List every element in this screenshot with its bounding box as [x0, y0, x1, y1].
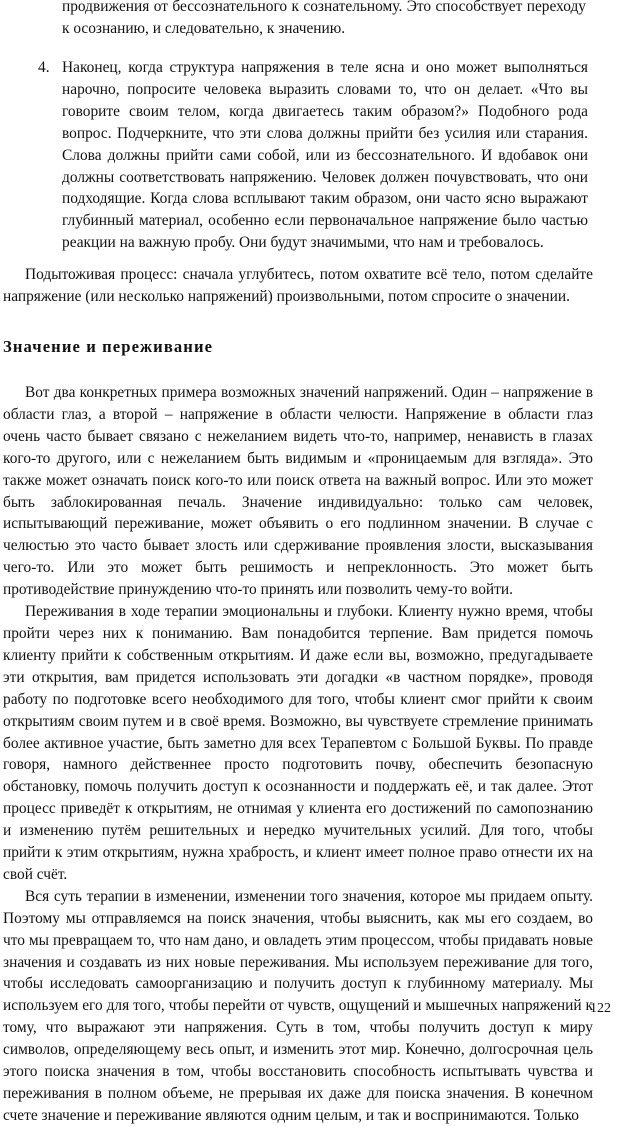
body-paragraph: Вот два конкретных примера возможных значений напряжений. Один – напряжение в области глаз, а второй – напряжение в области челюсти. Напряжение в области глаз очень часто бывает связано с нежеланием видеть что-то, например, ненависть в глазах кого-то другого, или с нежеланием быть видимым и «проницаемым для взгляда». Это также может означать поиск кого-то или поиск ответа на важный вопрос. Или это может быть заблокированная печаль. Значение индивидуально: только сам человек, испытывающий переживание, может объявить о его подлинном значении. В случае с челюстью это часто бывает злость или сдерживание проявления злости, высказывания чего-то. Или это может быть решимость и непреклонность. Это может быть противодействие принуждению что-то принять или позволить чему-то войти.	[3, 384, 593, 599]
list-item-text: Наконец, когда структура напряжения в теле ясна и оно может выполняться нарочно, попросите человека выразить словами то, что он делает. «Что вы говорите своим телом, когда двигаетесь таким образом?» Подобного рода вопрос. Подчеркните, что эти слова должны прийти без усилия или старания. Слова должны прийти сами собой, или из бессознательного. И вдобавок они должны соответствовать напряжению. Человек должен почувствовать, что они подходящие. Когда слова всплывают таким образом, они часто ясно выражают глубинный материал, особенно если первоначальное напряжение было частью реакции на важную пробу. Они будут значимыми, что нам и требовалось.	[62, 59, 588, 252]
page-number: 122	[590, 1001, 611, 1016]
list-item-4	[38, 57, 588, 254]
list-item-number: 4.	[38, 59, 50, 76]
section-body	[3, 382, 593, 1127]
continuation-text: продвижения от бессознательного к сознательному. Это способствует переходу к осознанию, и следовательно, к значению.	[62, 0, 586, 37]
summary-paragraph: Подытоживая процесс: сначала углубитесь, потом охватите всё тело, потом сделайте напряжение (или несколько напряжений) произвольными, потом спросите о значении.	[3, 266, 593, 305]
body-paragraph: Переживания в ходе терапии эмоциональны и глубоки. Клиенту нужно время, чтобы пройти через них к пониманию. Вам понадобится терпение. Вам придется помочь клиенту прийти к собственным открытиям. И даже если вы, возможно, предугадываете эти открытия, вам придется использовать эти догадки «в частном порядке», проводя работу по подготовке всего необходимого для того, чтобы клиент смог прийти к своим открытиям своим путем и в своё время. Возможно, вы чувствуете стремление принимать более активное участие, быть заметно для всех Терапевтом с Большой Буквы. По правде говоря, намного действеннее просто подготовить почву, обеспечить безопасную обстановку, помочь получить доступ к осознанности и поддержать её, и так далее. Этот процесс приведёт к открытиям, не отнимая у клиента его достижений по самопознанию и изменению путём решительных и нередко мучительных усилий. Для того, чтобы прийти к этим открытиям, нужна храбрость, и клиент имеет полное право отнести их на свой счёт.	[3, 603, 593, 883]
section-heading: Значение и переживание	[3, 337, 214, 356]
body-paragraph: Вся суть терапии в изменении, изменении того значения, которое мы придаем опыту. Поэтому мы отправляемся на поиск значения, чтобы выяснить, как мы его создаем, во что мы превращаем то, что нам дано, и овладеть этим процессом, чтобы придавать новые значения и создавать из них новые переживания. Мы используем переживание для того, чтобы исследовать самоорганизацию и получить доступ к глубинному материалу. Мы используем его для того, чтобы перейти от чувств, ощущений и мышечных напряжений к тому, что выражают эти напряжения. Суть в том, чтобы получить доступ к миру символов, определяющему весь опыт, и изменить этот мир. Конечно, долгосрочная цель этого поиска значения в том, чтобы восстановить способность испытывать чувства и переживания в полном объеме, не прерывая их даже для поиска значения. В конечном счете значение и переживание являются одним целым, и так и воспринимаются. Только	[3, 887, 593, 1124]
